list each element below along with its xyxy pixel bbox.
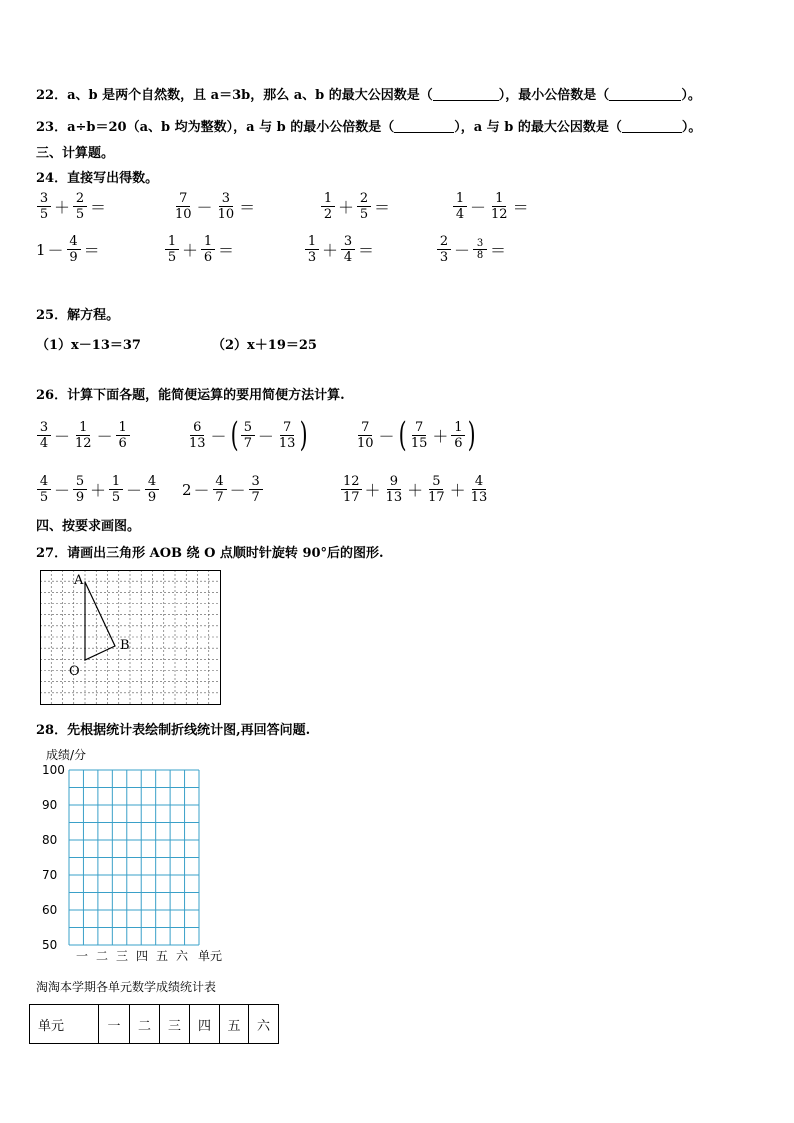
expression: $\frac{7}{10}$ － $\frac{3}{10}$ ＝	[175, 191, 256, 222]
x-tick-label: 一	[76, 949, 89, 963]
x-tick-label: 二	[96, 949, 109, 963]
table-cell: 二	[130, 1005, 160, 1044]
expression: $\frac{2}{3}$ － $\frac{3}{8}$ ＝	[436, 234, 508, 265]
question-28-title: 28．先根据统计表绘制折线统计图,再回答问题.	[36, 723, 311, 738]
table-cell: 六	[249, 1005, 279, 1044]
table-header-cell: 单元	[30, 1005, 99, 1044]
answer-blank[interactable]	[609, 88, 681, 101]
x-tick-label: 六	[176, 949, 189, 963]
answer-blank[interactable]	[433, 88, 499, 101]
expression: $\frac{4}{5}$ － $\frac{5}{9}$ ＋ $\frac{1}{5}$ － $\frac{4}{9}$	[36, 474, 160, 505]
table-cell: 三	[160, 1005, 190, 1044]
expression: $\frac{1}{2}$ ＋ $\frac{2}{5}$ ＝	[320, 191, 392, 222]
y-tick-label: 70	[42, 868, 58, 882]
question-26-title: 26．计算下面各题，能简便运算的要用简便方法计算.	[36, 388, 345, 403]
question-25-title: 25．解方程。	[36, 308, 120, 323]
x-axis-label: 单元	[198, 949, 223, 963]
expression: 2 － $\frac{4}{7}$ － $\frac{3}{7}$	[182, 474, 264, 505]
y-tick-label: 100	[42, 763, 65, 777]
expression: $\frac{12}{17}$ ＋ $\frac{9}{13}$ ＋ $\frac{5}{17}$ ＋ $\frac{4}{13}$	[343, 474, 488, 505]
point-b-label: B	[120, 638, 130, 653]
equation-1: （1）x－13＝37	[36, 338, 141, 353]
section-heading: 四、按要求画图。	[36, 519, 141, 534]
table-cell: 一	[99, 1005, 130, 1044]
y-tick-label: 50	[42, 938, 58, 952]
question-27-title: 27．请画出三角形 AOB 绕 O 点顺时针旋转 90°后的图形.	[36, 546, 384, 561]
expression: $\frac{1}{5}$ ＋ $\frac{1}{6}$ ＝	[164, 234, 236, 265]
table-title: 淘淘本学期各单元数学成绩统计表	[36, 980, 217, 994]
table-cell: 四	[190, 1005, 220, 1044]
grid-lines	[40, 570, 221, 705]
point-a-label: A	[74, 573, 84, 588]
section-heading: 三、计算题。	[36, 146, 115, 161]
y-tick-label: 90	[42, 798, 58, 812]
question-22: 22．a、b 是两个自然数，且 a＝3b，那么 a、b 的最大公因数是（ ），最小公倍数是（ ）。	[36, 88, 701, 103]
grid-border	[41, 571, 221, 705]
expression: $\frac{3}{5}$ ＋ $\frac{2}{5}$ ＝	[36, 191, 108, 222]
expression: $\frac{6}{13}$ － ( $\frac{5}{7}$ － $\frac{7}{13}$ )	[189, 415, 309, 455]
table-row	[30, 1005, 279, 1044]
y-tick-label: 60	[42, 903, 58, 917]
answer-blank[interactable]	[394, 120, 454, 133]
line-chart-grid[interactable]	[40, 744, 240, 966]
table-cell: 五	[220, 1005, 249, 1044]
rotation-grid[interactable]	[40, 570, 222, 706]
score-table	[29, 1004, 279, 1044]
equation-2: （2）x＋19＝25	[212, 338, 317, 353]
question-24-title: 24．直接写出得数。	[36, 171, 159, 186]
y-tick-label: 80	[42, 833, 58, 847]
question-23: 23．a÷b＝20（a、b 均为整数），a 与 b 的最小公倍数是（ ），a 与 b 的最大公因数是（ ）。	[36, 120, 702, 135]
x-tick-label: 五	[156, 949, 169, 963]
chart-grid-lines	[69, 770, 199, 945]
expression: 1 － $\frac{4}{9}$ ＝	[36, 234, 100, 265]
y-axis-label: 成绩/分	[46, 748, 87, 762]
x-tick-label: 三	[116, 949, 129, 963]
point-o-label: O	[69, 664, 80, 679]
answer-blank[interactable]	[622, 120, 682, 133]
x-tick-label: 四	[136, 949, 149, 963]
expression: $\frac{7}{10}$ － ( $\frac{7}{15}$ ＋ $\frac{1}{6}$ )	[357, 415, 477, 455]
expression: $\frac{1}{4}$ － $\frac{1}{12}$ ＝	[452, 191, 531, 222]
y-tick-labels	[42, 763, 65, 952]
expression: $\frac{3}{4}$ － $\frac{1}{12}$ － $\frac{1}{6}$	[36, 420, 131, 451]
x-tick-labels	[76, 949, 189, 963]
expression: $\frac{1}{3}$ ＋ $\frac{3}{4}$ ＝	[304, 234, 376, 265]
